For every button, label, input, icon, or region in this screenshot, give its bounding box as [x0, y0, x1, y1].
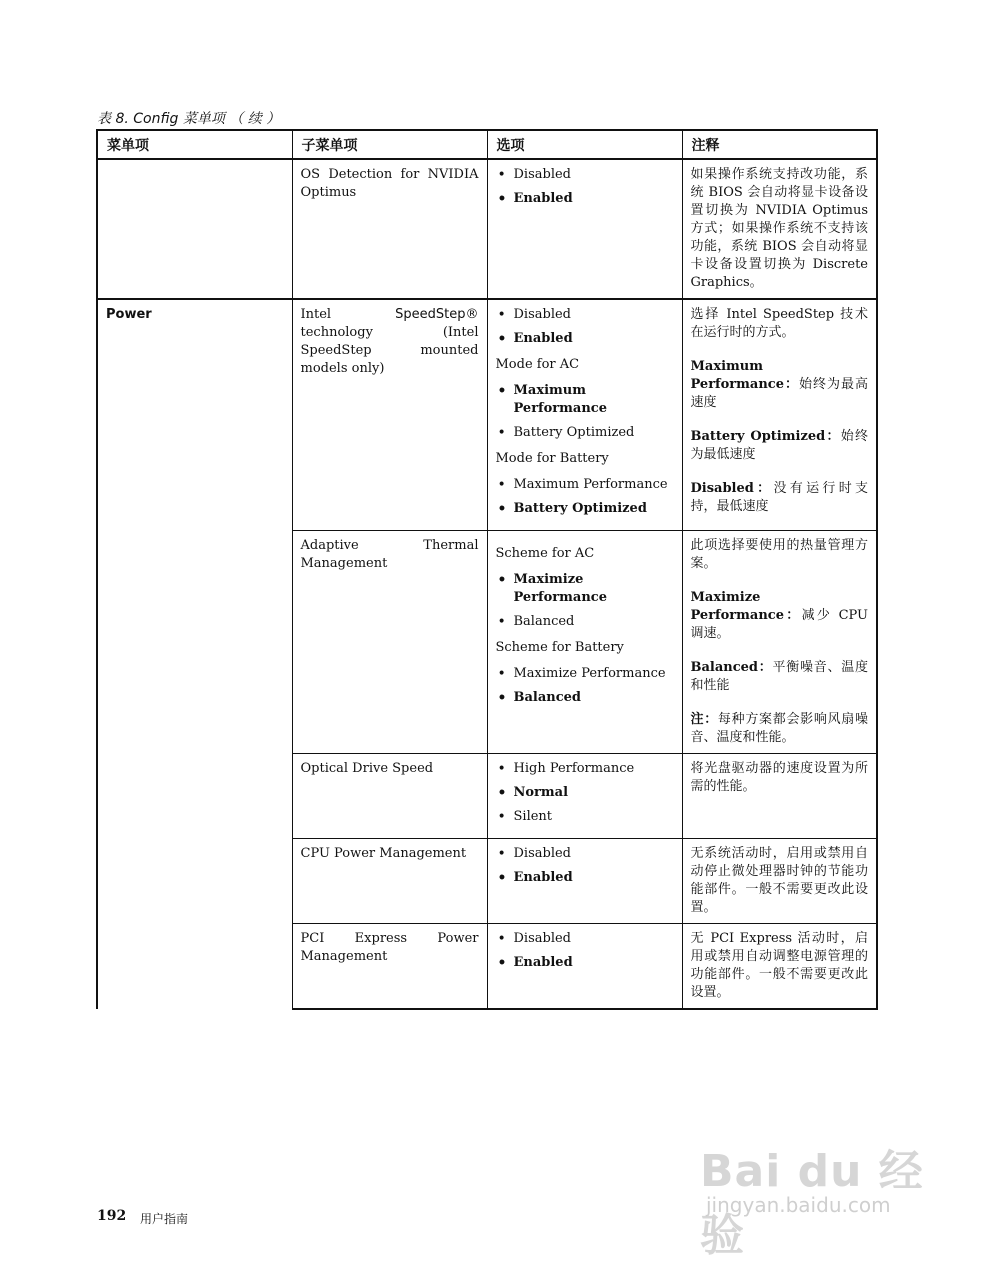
note-term: Battery Optimized： — [690, 429, 841, 444]
option-list — [496, 306, 674, 348]
option-group-label: Scheme for Battery — [495, 640, 624, 655]
watermark — [700, 1135, 940, 1261]
option-list — [496, 476, 674, 518]
option-list — [496, 665, 674, 707]
option-item-default: • Battery Optimized — [496, 500, 674, 518]
note-term: Maximize Performance： — [690, 590, 802, 623]
submenu-label: CPU Power Management — [300, 846, 467, 861]
option-item: • Battery Optimized — [496, 424, 674, 442]
header-options: 选项 — [487, 130, 682, 159]
note-text: 每种方案都会影响风扇噪音、温度和性能。 — [690, 712, 868, 745]
option-item: • Disabled — [496, 930, 674, 948]
table-body — [97, 159, 877, 1009]
note-term: 注： — [690, 712, 718, 727]
option-item: • High Performance — [496, 760, 674, 778]
footer-title: 用户指南 — [140, 1212, 189, 1226]
note-text: 平衡噪音、温度和性能 — [690, 660, 868, 693]
note-text: 选择 Intel SpeedStep 技术在运行时的方式。 — [690, 307, 868, 340]
note-paragraph — [691, 711, 869, 747]
note-text: 如果操作系统支持改功能，系统 BIOS 会自动将显卡设备设置切换为 NVIDIA Optimus 方式；如果操作系统不支持该功能，系统 BIOS 会自动将显卡设备设置切换为 Discrete Graphics。 — [690, 167, 868, 290]
option-list — [496, 930, 674, 972]
submenu-label-brand: SpeedStep® — [395, 307, 479, 322]
submenu-cell — [292, 159, 487, 299]
option-list — [496, 166, 674, 208]
notes-cell — [682, 754, 877, 839]
note-text: 始终为最低速度 — [690, 429, 868, 462]
option-list — [496, 845, 674, 887]
option-item-default: • Enabled — [496, 954, 674, 972]
table-caption: 表 8. Config 菜单项 （ 续 ） — [97, 111, 281, 127]
notes-cell — [682, 531, 877, 754]
table-header-row — [97, 130, 877, 159]
submenu-label-post: technology (Intel SpeedStep mounted models only) — [300, 325, 479, 376]
notes-cell — [682, 159, 877, 299]
options-cell — [487, 531, 682, 754]
submenu-label: OS Detection for NVIDIA Optimus — [300, 167, 479, 200]
option-list — [496, 571, 674, 631]
note-text: 减少 CPU 调速。 — [690, 608, 868, 641]
note-text: 无 PCI Express 活动时，启用或禁用自动调整电源管理的功能部件。一般不需要更改此设置。 — [690, 931, 868, 1000]
submenu-label — [301, 306, 479, 378]
option-item-default: • Normal — [496, 784, 674, 802]
menu-label: Power — [106, 307, 152, 322]
options-cell — [487, 839, 682, 924]
option-group-label: Scheme for AC — [495, 546, 595, 561]
note-paragraph — [691, 358, 869, 412]
option-list — [496, 760, 674, 826]
note-paragraph — [691, 659, 869, 695]
note-paragraph — [691, 760, 869, 796]
option-item: • Disabled — [496, 166, 674, 184]
table-row — [97, 299, 877, 531]
option-item-default: • Enabled — [496, 330, 674, 348]
note-text: 无系统活动时，启用或禁用自动停止微处理器时钟的节能功能部件。一般不需要更改此设置。 — [690, 846, 868, 915]
option-item: • Disabled — [496, 306, 674, 324]
note-text: 将光盘驱动器的速度设置为所需的性能。 — [690, 761, 868, 794]
note-term: Disabled： — [690, 481, 774, 496]
header-notes: 注释 — [682, 130, 877, 159]
note-paragraph — [691, 930, 869, 1002]
submenu-label: Optical Drive Speed — [300, 761, 434, 776]
option-item: • Disabled — [496, 845, 674, 863]
option-item-default: • Enabled — [496, 190, 674, 208]
note-term: Maximum Performance： — [690, 359, 799, 392]
notes-cell — [682, 299, 877, 531]
option-item: • Silent — [496, 808, 674, 826]
submenu-cell — [292, 299, 487, 531]
submenu-cell — [292, 924, 487, 1010]
submenu-cell — [292, 754, 487, 839]
watermark-url: jingyan.baidu.com — [706, 1193, 891, 1217]
submenu-label: Adaptive Thermal Management — [300, 538, 479, 571]
page-number: 192 — [97, 1208, 127, 1224]
table-row — [97, 159, 877, 299]
option-item: • Balanced — [496, 613, 674, 631]
option-item-default: • Maximum Performance — [496, 382, 674, 418]
note-text: 此项选择要使用的热量管理方案。 — [690, 538, 868, 571]
menu-cell — [97, 159, 292, 299]
options-cell — [487, 924, 682, 1010]
watermark-logo: Bai du 经验 — [700, 1146, 924, 1261]
header-submenu: 子菜单项 — [292, 130, 487, 159]
note-paragraph — [691, 537, 869, 573]
note-paragraph — [691, 428, 869, 464]
option-item: • Maximize Performance — [496, 665, 674, 683]
option-item-default: • Balanced — [496, 689, 674, 707]
config-menu-table — [96, 129, 878, 1010]
header-menu: 菜单项 — [97, 130, 292, 159]
note-paragraph — [691, 306, 869, 342]
option-item-default: • Maximize Performance — [496, 571, 674, 607]
option-list — [496, 382, 674, 442]
option-item: • Maximum Performance — [496, 476, 674, 494]
submenu-cell — [292, 839, 487, 924]
note-paragraph — [691, 589, 869, 643]
submenu-cell — [292, 531, 487, 754]
submenu-label: PCI Express Power Management — [300, 931, 479, 964]
note-paragraph — [691, 845, 869, 917]
note-term: Balanced： — [690, 660, 773, 675]
menu-cell-power — [97, 299, 292, 1009]
options-cell — [487, 754, 682, 839]
option-item-default: • Enabled — [496, 869, 674, 887]
note-paragraph — [691, 480, 869, 516]
note-paragraph — [691, 166, 869, 292]
options-cell — [487, 299, 682, 531]
notes-cell — [682, 924, 877, 1010]
option-group-label: Mode for AC — [495, 357, 580, 372]
submenu-label-pre: Intel — [300, 307, 396, 322]
note-text: 始终为最高速度 — [690, 377, 868, 410]
note-text: 没有运行时支持，最低速度 — [690, 481, 868, 514]
notes-cell — [682, 839, 877, 924]
option-group-label: Mode for Battery — [495, 451, 609, 466]
options-cell — [487, 159, 682, 299]
